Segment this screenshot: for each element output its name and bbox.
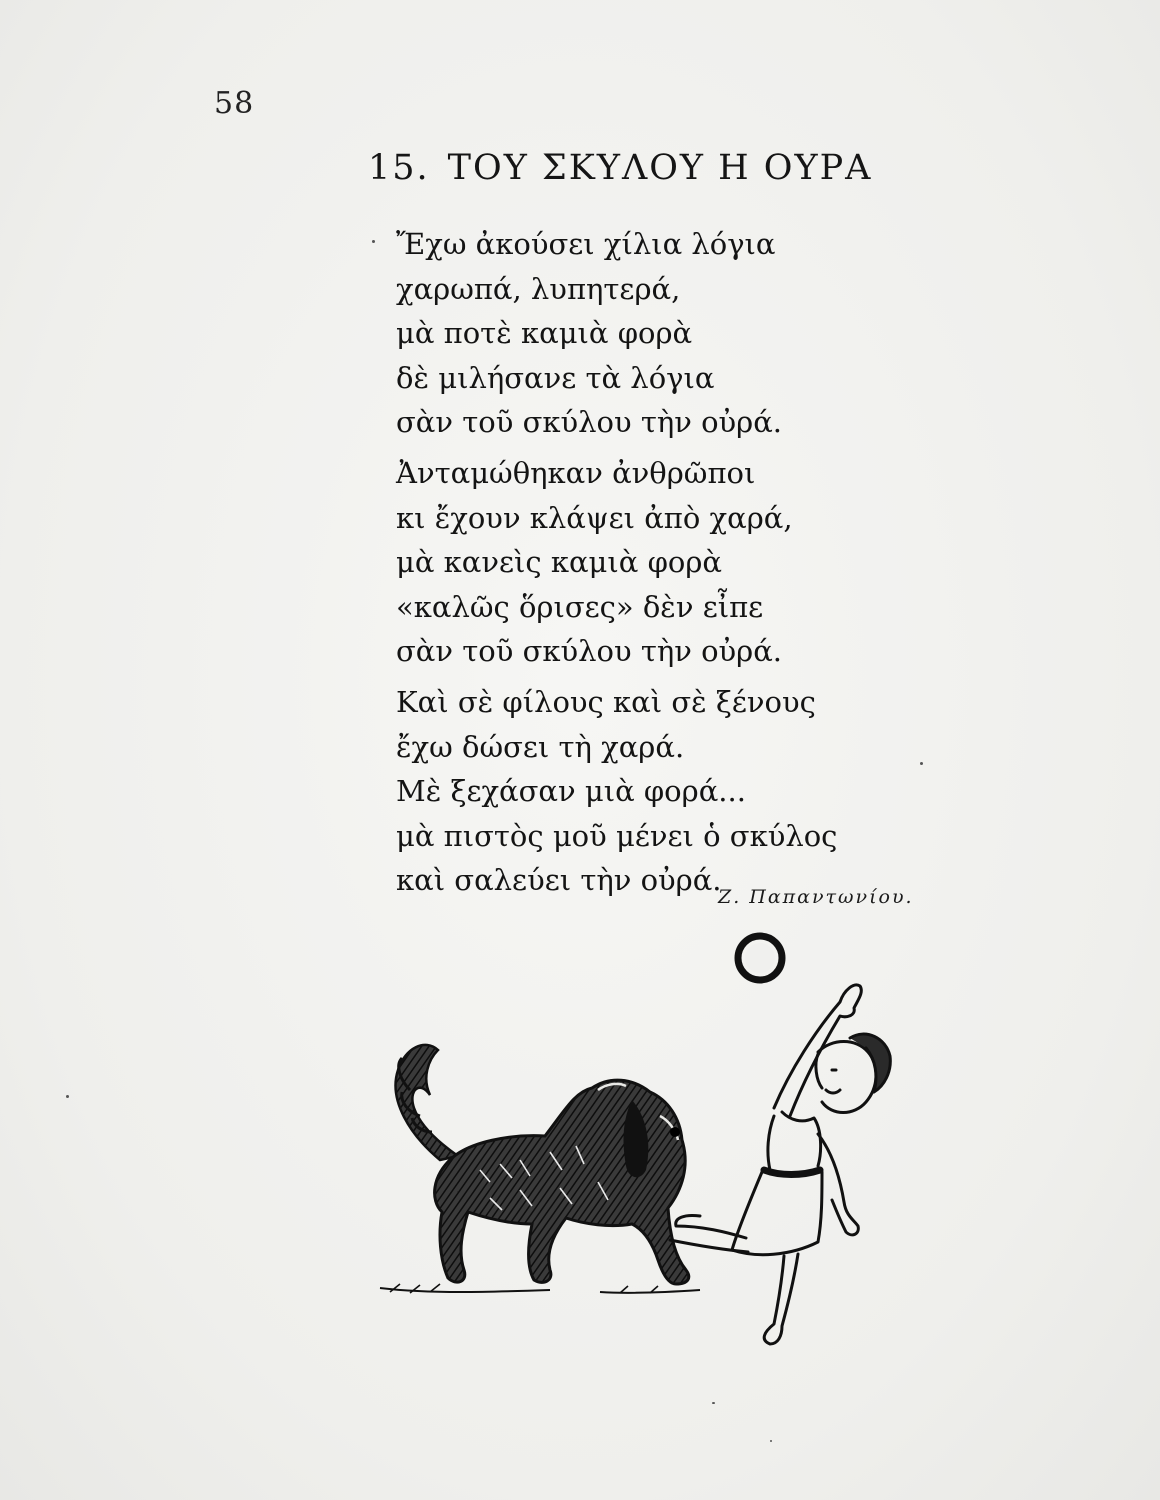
poem-title-text: ΤΟΥ ΣΚΥΛΟΥ Η ΟΥΡΑ [447, 148, 873, 188]
child-icon [670, 985, 890, 1344]
poem-line: χαρωπά, λυπητερά, [396, 271, 681, 306]
poem-title-number: 15. [368, 148, 430, 188]
stanza-1 [396, 222, 782, 445]
poem-author: Ζ. Παπαντωνίου. [718, 886, 914, 908]
scan-speck [66, 1095, 69, 1098]
ball-icon [738, 936, 782, 980]
poem-line: Μὲ ξεχάσαν μιὰ φορά... [396, 774, 746, 808]
poem-line: «καλῶς ὅρισες» δὲν εἶπε [396, 589, 764, 624]
scan-speck [372, 240, 375, 243]
poem-line: Ἔχω ἀκούσει χίλια λόγια [396, 227, 776, 261]
poem-line: μὰ κανεὶς καμιὰ φορὰ [396, 545, 722, 579]
poem-line: δὲ μιλήσανε τὰ λόγια [396, 360, 715, 395]
page-number: 58 [214, 86, 255, 121]
poem-title [368, 148, 872, 188]
poem-line: Καὶ σὲ φίλους καὶ σὲ ξένους [396, 685, 816, 719]
poem-line: κι ἔχουν κλάψει ἀπὸ χαρά, [396, 500, 793, 535]
poem-line: σὰν τοῦ σκύλου τὴν οὐρά. [396, 405, 783, 439]
dog-and-child-illustration [370, 920, 910, 1360]
poem-line: μὰ πιστὸς μοῦ μένει ὁ σκύλος [396, 818, 838, 853]
scan-speck [712, 1402, 715, 1404]
stanza-2 [396, 451, 793, 674]
poem-line: καὶ σαλεύει τὴν οὐρά. [396, 863, 722, 897]
scan-speck [770, 1440, 772, 1442]
poem-line: σὰν τοῦ σκύλου τὴν οὐρά. [396, 634, 783, 668]
poem-line: Ἀνταμώθηκαν ἀνθρῶποι [396, 456, 756, 490]
stanza-3 [396, 680, 837, 903]
poem-line: μὰ ποτὲ καμιὰ φορὰ [396, 316, 693, 350]
scan-speck [920, 762, 923, 765]
dog-icon [380, 1045, 700, 1293]
poem-line: ἔχω δώσει τὴ χαρά. [396, 729, 685, 764]
